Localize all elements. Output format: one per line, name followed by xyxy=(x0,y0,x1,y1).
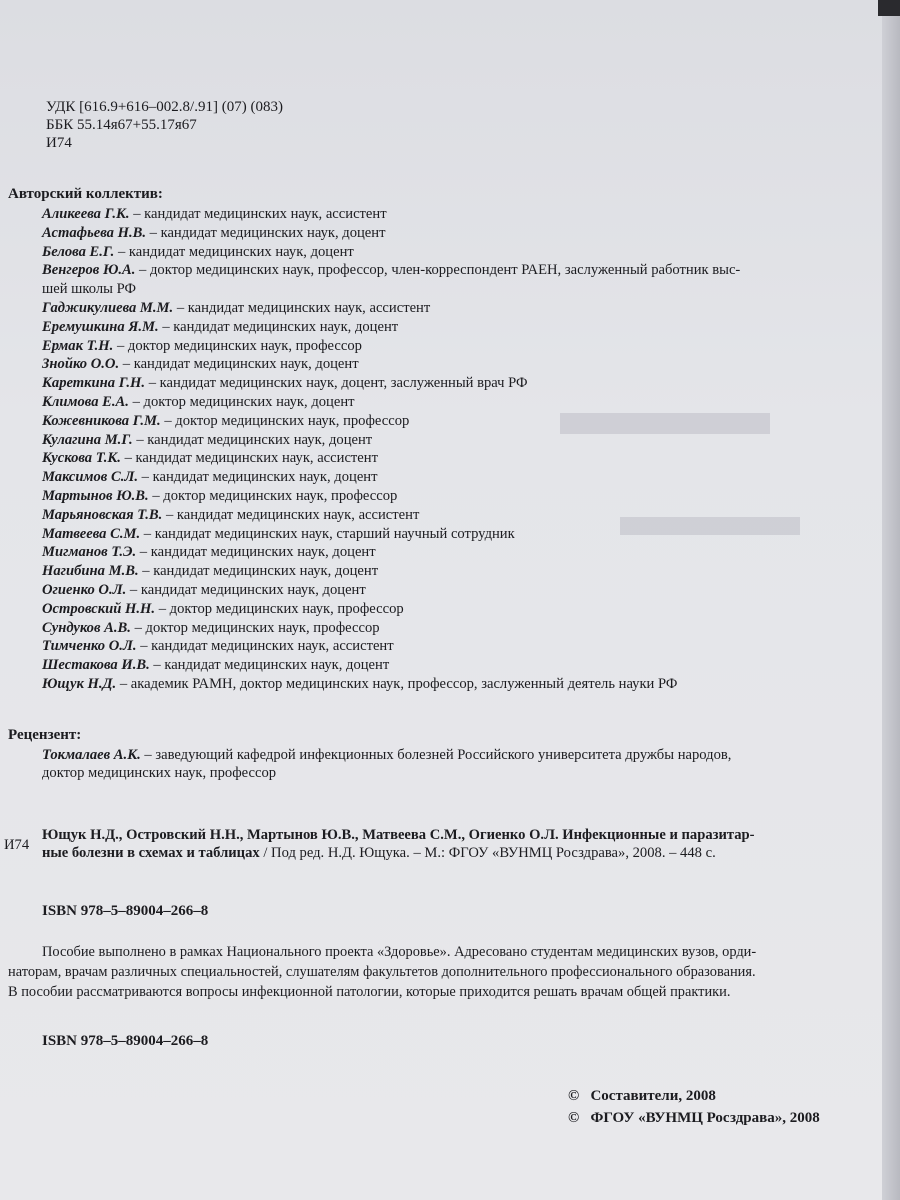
author-entry xyxy=(42,356,359,373)
copyright-symbol: © xyxy=(568,1088,580,1104)
reviewer-entry xyxy=(42,746,842,782)
author-name: Сундуков А.В. xyxy=(42,619,131,636)
author-entry xyxy=(42,638,394,655)
author-name: Нагибина М.В. xyxy=(42,563,139,580)
author-description: – кандидат медицинских наук, ассистент xyxy=(124,450,378,467)
author-description: – кандидат медицинских наук, ассистент xyxy=(140,638,394,655)
author-name: Ермак Т.Н. xyxy=(42,337,114,354)
author-description: – кандидат медицинских наук, доцент xyxy=(142,563,379,580)
copyright-compilers: Составители, 2008 xyxy=(590,1088,716,1104)
annotation-line1: Пособие выполнено в рамках Национального проекта «Здоровье». Адресовано студентам медицинских вузов, орди- xyxy=(42,944,757,960)
author-name: Знойко О.О. xyxy=(42,356,120,373)
udk-code: УДК [616.9+616–002.8/.91] (07) (083) xyxy=(46,99,283,115)
author-name: Венгеров Ю.А. xyxy=(42,262,136,279)
citation-index: И74 xyxy=(4,837,30,853)
author-description: – кандидат медицинских наук, доцент xyxy=(122,356,359,373)
author-description: – кандидат медицинских наук, доцент xyxy=(139,544,376,561)
author-description: – доктор медицинских наук, профессор xyxy=(134,619,380,636)
index-code: И74 xyxy=(46,135,72,151)
author-name: Островский Н.Н. xyxy=(42,600,156,617)
author-name: Марьяновская Т.В. xyxy=(42,506,163,523)
annotation-line2: наторам, врачам различных специальностей, слушателям факультетов дополнительного профессионального образования. xyxy=(8,964,756,980)
author-entry xyxy=(42,563,378,580)
author-name: Ющук Н.Д. xyxy=(42,676,117,692)
annotation xyxy=(8,942,848,1002)
author-entry xyxy=(42,488,397,505)
citation-imprint: / Под ред. Н.Д. Ющука. – М.: ФГОУ «ВУНМЦ Росздрава», 2008. – 448 с. xyxy=(259,845,716,861)
author-description: – доктор медицинских наук, профессор xyxy=(116,337,362,354)
author-name: Тимченко О.Л. xyxy=(42,638,137,655)
author-name: Климова Е.А. xyxy=(42,394,129,410)
citation-title: ные болезни в схемах и таблицах xyxy=(42,845,260,861)
author-entry xyxy=(42,657,389,674)
author-description: – кандидат медицинских наук, ассистент xyxy=(165,506,420,523)
author-entry xyxy=(42,432,372,449)
author-entry xyxy=(42,601,404,618)
author-entry xyxy=(42,206,387,223)
copyright-symbol: © xyxy=(568,1110,580,1126)
author-entry xyxy=(42,375,528,392)
isbn-top: ISBN 978–5–89004–266–8 xyxy=(42,903,209,919)
citation-line1: Ющук Н.Д., Островский Н.Н., Мартынов Ю.В., Матвеева С.М., Огиенко О.Л. Инфекционные и паразитар- xyxy=(42,827,755,843)
isbn-bottom: ISBN 978–5–89004–266–8 xyxy=(42,1033,209,1049)
author-name: Белова Е.Г. xyxy=(42,243,115,260)
author-description: – доктор медицинских наук, профессор, член-корреспондент РАЕН, заслуженный работник выс- xyxy=(139,262,741,279)
author-description: – кандидат медицинских наук, доцент xyxy=(129,582,366,598)
bleed-through-subtitle: ▬▬▬ xyxy=(620,481,800,548)
copyright-block xyxy=(568,1085,820,1129)
author-entry xyxy=(42,469,378,486)
author-description: – академик РАМН, доктор медицинских наук, профессор, заслуженный деятель науки РФ xyxy=(119,676,678,692)
author-name: Огиенко О.Л. xyxy=(42,582,127,598)
author-name: Гаджикулиева М.М. xyxy=(42,300,174,316)
author-name: Шестакова И.В. xyxy=(42,657,150,674)
author-entry xyxy=(42,262,740,279)
author-entry xyxy=(42,620,380,637)
author-name: Мигманов Т.Э. xyxy=(42,544,137,561)
author-entry xyxy=(42,526,515,543)
author-entry xyxy=(42,338,362,355)
author-name: Аликеева Г.К. xyxy=(42,206,130,222)
page-edge xyxy=(882,0,900,1200)
author-description: – доктор медицинских наук, доцент xyxy=(132,394,355,410)
author-entry xyxy=(42,450,378,467)
author-description: – кандидат медицинских наук, доцент xyxy=(117,243,354,260)
author-entry xyxy=(42,676,677,693)
author-entry xyxy=(42,244,354,261)
citation-entry xyxy=(42,826,842,862)
author-entry xyxy=(42,225,385,242)
bbk-code: ББК 55.14я67+55.17я67 xyxy=(46,117,197,133)
author-name: Астафьева Н.В. xyxy=(42,224,146,241)
reviewer-heading: Рецензент: xyxy=(8,727,82,743)
author-description: – кандидат медицинских наук, доцент xyxy=(153,657,390,674)
author-name: Матвеева С.М. xyxy=(42,525,141,542)
author-entry xyxy=(42,394,355,411)
author-description: – доктор медицинских наук, профессор xyxy=(158,600,404,617)
annotation-line3: В пособии рассматриваются вопросы инфекционной патологии, которые приходится решать врачам общей практики. xyxy=(8,984,731,1000)
author-entry xyxy=(42,544,376,561)
bleed-through-title: ▬▬▬ xyxy=(560,371,770,449)
author-entry xyxy=(42,507,419,524)
copyright-publisher: ФГОУ «ВУНМЦ Росздрава», 2008 xyxy=(590,1110,820,1126)
author-description: – кандидат медицинских наук, доцент xyxy=(136,431,373,448)
author-description: – доктор медицинских наук, профессор xyxy=(152,488,398,504)
author-name: Кожевникова Г.М. xyxy=(42,412,161,429)
author-name: Кулагина М.Г. xyxy=(42,431,133,448)
author-name: Еремушкина Я.М. xyxy=(42,318,159,335)
author-entry xyxy=(42,300,430,317)
author-description: – кандидат медицинских наук, доцент xyxy=(141,469,378,486)
reviewer-name: Токмалаев А.К. xyxy=(42,747,141,763)
reviewer-desc-line2: доктор медицинских наук, профессор xyxy=(42,765,277,781)
author-description: – кандидат медицинских наук, старший научный сотрудник xyxy=(143,525,515,542)
author-description-continuation: шей школы РФ xyxy=(42,281,136,298)
author-entry xyxy=(42,319,398,336)
author-description: – кандидат медицинских наук, доцент xyxy=(162,318,399,335)
author-description: – кандидат медицинских наук, доцент, заслуженный врач РФ xyxy=(148,375,528,392)
author-name: Кареткина Г.Н. xyxy=(42,375,146,392)
author-entry xyxy=(42,582,366,599)
reviewer-desc-line1: – заведующий кафедрой инфекционных болезней Российского университета дружбы народов, xyxy=(144,747,732,763)
author-description: – кандидат медицинских наук, ассистент xyxy=(133,206,387,222)
author-description: – доктор медицинских наук, профессор xyxy=(164,412,410,429)
author-name: Кускова Т.К. xyxy=(42,450,121,467)
author-name: Мартынов Ю.В. xyxy=(42,488,149,504)
authors-heading: Авторский коллектив: xyxy=(8,186,163,202)
classification-block xyxy=(46,98,283,152)
author-description: – кандидат медицинских наук, ассистент xyxy=(176,300,431,316)
page-corner-shadow xyxy=(878,0,900,16)
author-entry xyxy=(42,413,409,430)
author-description: – кандидат медицинских наук, доцент xyxy=(149,224,386,241)
author-name: Максимов С.Л. xyxy=(42,469,139,486)
